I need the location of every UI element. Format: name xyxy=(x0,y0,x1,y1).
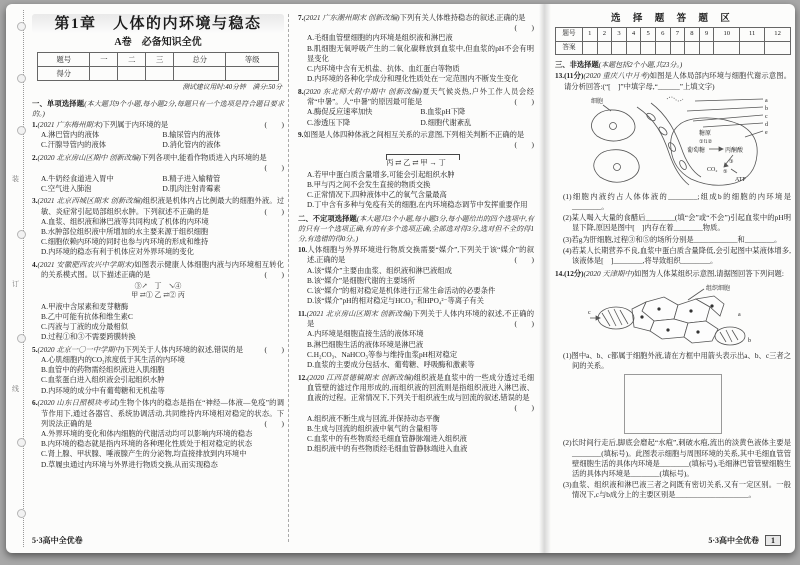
answer-cell-empty xyxy=(765,41,791,55)
section-title-text: 二、不定项选择题 xyxy=(298,213,357,223)
option-d: D.组织液中的有些物质经毛细血管静脉端进入血液 xyxy=(307,444,468,454)
option-b: B.生成与回流的组织液中氧气的含量相等 xyxy=(307,423,438,433)
diagram-label-e: e xyxy=(765,129,768,136)
question-points: (12分) xyxy=(564,268,584,278)
answer-bracket: ( ) xyxy=(514,403,534,413)
score-table xyxy=(37,52,279,81)
question-source: (2020 北京一〇一中学期中) xyxy=(37,344,125,354)
score-header-cell: 总分 xyxy=(174,53,226,67)
question-6 xyxy=(32,398,284,469)
option-d: D.血浆的主要成分包括水、葡萄糖、呼吸酶和激素等 xyxy=(307,360,475,369)
question-4-diagram xyxy=(93,282,223,300)
option-d: D.消化管内的液体 xyxy=(162,140,221,150)
answer-grid-num: 5 xyxy=(641,28,656,42)
question-3 xyxy=(32,196,284,257)
answer-cell-empty xyxy=(670,41,685,55)
binding-word-xian: 线 xyxy=(12,385,19,393)
question-2 xyxy=(32,153,284,194)
section-title-text: 一、单项选择题 xyxy=(32,98,85,108)
score-cell-empty xyxy=(118,67,146,81)
answer-cell-empty xyxy=(641,41,656,55)
column-separator xyxy=(288,14,289,542)
question-stem: 组织液是血浆中的一些成分透过毛细血管壁的滤过作用形成的,而组织液的回流则是指组织液进入淋巴液、血液的过程。正常情况下,下列关于组织液生成与回流的叙述,错误的是 xyxy=(307,372,535,403)
question-5 xyxy=(32,345,284,396)
answer-bracket: ( ) xyxy=(514,140,534,150)
question-13-part-4: (4)若某人长期营养不良,血浆中蛋白质含量降低,会引起图中某液体增多,该液体是[ ]________,将导致组织________。 xyxy=(563,245,791,266)
binding-hole xyxy=(17,74,26,83)
question-stem: 如图为人体某组织示意图,请据图回答下列问题: xyxy=(634,268,784,278)
option-a: A.牛奶经食道进入胃中 xyxy=(41,173,114,183)
section-1-title xyxy=(32,99,284,119)
options-row xyxy=(41,174,284,184)
answer-grid-num: 7 xyxy=(670,28,685,42)
answer-bracket: ( ) xyxy=(514,255,534,265)
option-c: C.空气进入肺泡 xyxy=(41,183,92,193)
answer-cell-empty xyxy=(714,41,740,55)
answer-area-title: 选 择 题 答 题 区 xyxy=(611,14,735,24)
section-note: (本大题共9个小题,每小题2分,每题只有一个选项是符合题目要求的。) xyxy=(32,99,284,118)
options-row xyxy=(307,107,534,117)
question-source: (2021 北京西城区期末 创新改编) xyxy=(37,196,143,206)
option-a: A.若甲中蛋白质含量增多,可能会引起组织水肿 xyxy=(307,169,455,179)
binding-dotted-line xyxy=(23,10,24,547)
exam-paper-sheet xyxy=(6,4,795,553)
question-14-part-3: (3)血浆、组织液和淋巴液三者之间既有密切关系,又有一定区别。一般情况下,c与b成分上的主要区别是____________________。 xyxy=(563,480,791,500)
question-number: 9. xyxy=(298,130,304,140)
diagram-text-atp: ATP xyxy=(735,176,746,183)
question-number: 13. xyxy=(555,71,565,81)
question-stem: 如图是人体局部内环境与细胞代谢示意图。请分析回答:(“[ ]”中填字母,“______”上填文字) xyxy=(564,71,792,91)
section-title-text: 三、非选择题 xyxy=(555,60,599,70)
section-note: (本大题共3个小题,每小题3分,每小题给出的四个选项中,有的只有一个选项正确,有的有多个选项正确,全部选对得3分,选对但不全的得1分,有选错的得0分。) xyxy=(298,214,534,244)
question-number: 7. xyxy=(298,13,304,22)
volume-title: A卷 必备知识全优 xyxy=(114,37,202,49)
page-number: 1 xyxy=(765,535,781,546)
question-number: 5. xyxy=(32,344,38,354)
binding-hole xyxy=(17,230,26,239)
option-d: D.丁中含有多种与免疫有关的细胞,在内环境稳态调节中发挥重要作用 xyxy=(307,200,528,210)
question-source: (2021 广东梅州期末) xyxy=(37,120,103,130)
answer-grid-num: 6 xyxy=(655,28,670,42)
option-d: D.内环境的各种化学成分和理化性质处在一定范围内不断发生变化 xyxy=(307,74,519,84)
option-a: A.酶促反应速率加快 xyxy=(307,107,373,117)
binding-word-ding: 订 xyxy=(12,280,19,288)
option-a: A.该“媒介”主要由血浆、组织液和淋巴液组成 xyxy=(307,265,452,275)
option-b: B.水肿部位组织液中所增加的水主要来源于组织细胞 xyxy=(41,227,209,237)
question-number: 6. xyxy=(32,398,38,408)
diagram-text-steps12: ①⇅② xyxy=(699,139,713,145)
footer-brand-right: 5·3高中全优卷 xyxy=(708,536,759,545)
option-d: D.细胞代谢紊乱 xyxy=(420,117,472,127)
question-stem: 下列关于人体内环境的叙述,不正确的是 xyxy=(307,308,534,329)
answer-grid-num: 12 xyxy=(765,28,791,42)
diagram-text-pyruvate: 丙酮酸 xyxy=(725,147,744,154)
question-13-part-3: (3)若g为肝细胞,过程③和⑤的场所分别是____________和________。 xyxy=(563,234,782,244)
option-b: B.甲与丙之间不会发生直接的物质交换 xyxy=(307,180,431,190)
options-row xyxy=(41,130,284,140)
page-gutter-shadow xyxy=(539,4,551,553)
option-c: C.正常情况下,四种液体中乙的氧气含量最高 xyxy=(307,190,447,200)
question-source: (2020 天津期中) xyxy=(583,268,635,278)
question-number: 12. xyxy=(298,372,308,382)
test-note: 测试建议用时:40分钟 满分:50分 xyxy=(182,84,282,92)
question-stem: 如图是人体四种体液之间相互关系的示意图,下列相关判断不正确的是 xyxy=(303,130,525,140)
question-stem: 如图表示健康人体细胞内液与内环境相互转化的关系模式图。以下描述正确的是 xyxy=(41,260,285,280)
answer-grid-num: 2 xyxy=(597,28,612,42)
question-stem: 下列各项中,能看作物质进入内环境的是 xyxy=(140,153,267,163)
diagram-bracket-line xyxy=(386,154,460,160)
footer-right xyxy=(708,535,781,546)
options-row xyxy=(41,140,284,150)
answer-cell-empty xyxy=(740,41,765,55)
score-header-cell: 等级 xyxy=(226,53,278,67)
question-source: (2021 广东潮州期末 创新改编) xyxy=(303,13,400,22)
option-c: C.渗透压下降 xyxy=(307,117,351,127)
question-4 xyxy=(32,260,284,342)
diagram-flow-text: 丙 ⇄ 乙 ⇄ 甲 → 丁 xyxy=(386,157,446,167)
answer-bracket: ( ) xyxy=(264,270,284,280)
question-stem: 夏天气候炎热,户外工作人员会经常“中暑”。人“中暑”的原因最可能是 xyxy=(307,86,534,107)
score-row-label: 得分 xyxy=(38,67,90,81)
option-a: A.淋巴管内的液体 xyxy=(41,130,100,140)
question-stem: 下列关于人体内环境的叙述,错误的是 xyxy=(124,344,244,354)
option-c: C.肾上腺、甲状腺、唾液腺产生的分泌物,均直接排放到内环境中 xyxy=(41,449,247,459)
binding-hole xyxy=(17,126,26,135)
answer-grid xyxy=(555,27,791,55)
question-1 xyxy=(32,120,284,151)
question-number: 11. xyxy=(298,308,307,318)
question-number: 1. xyxy=(32,120,38,130)
option-d: D.草履虫通过内环境与外界进行物质交换,从而实现稳态 xyxy=(41,459,218,469)
option-c: C.细胞依赖内环境的同时也参与内环境的形成和维持 xyxy=(41,237,209,247)
answer-grid-num: 9 xyxy=(699,28,714,42)
diagram-text-glucose: 葡萄糖 xyxy=(687,147,706,154)
question-7 xyxy=(298,13,534,84)
question-source: (2020 山东日照模块考试) xyxy=(37,398,120,408)
diagram-label-tissue-cell: 组织细胞 xyxy=(706,285,731,292)
diagram-label-a: a xyxy=(765,97,768,104)
question-14 xyxy=(555,269,791,501)
option-b: B.该“媒介”是细胞代谢的主要场所 xyxy=(307,275,416,285)
question-9-diagram xyxy=(356,153,476,168)
answer-grid-num: 11 xyxy=(740,28,765,42)
answer-bracket: ( ) xyxy=(264,418,284,428)
column-2 xyxy=(298,12,534,457)
option-d: D.肌肉注射青霉素 xyxy=(162,183,221,193)
answer-grid-num: 10 xyxy=(714,28,740,42)
option-a: A.毛细血管壁细胞的内环境是组织液和淋巴液 xyxy=(307,33,453,43)
diagram-text-step5: ⑤ xyxy=(723,169,728,175)
score-cell-empty xyxy=(146,67,174,81)
option-c: C.血浆蛋白进入组织液会引起组织水肿 xyxy=(41,375,165,385)
option-a: A.甲液中含尿素和麦芽糖酶 xyxy=(41,301,129,311)
question-stem: 下列有关人体维持稳态的叙述,正确的是 xyxy=(399,13,526,22)
option-b: B.肌细胞无氧呼吸产生的二氧化碳释放到血浆中,但血浆的pH不会有明显变化 xyxy=(307,43,534,63)
question-number: 4. xyxy=(32,260,38,270)
diagram-label-b: b xyxy=(748,337,751,344)
answer-bracket: ( ) xyxy=(264,163,284,173)
question-10 xyxy=(298,245,534,306)
options-row xyxy=(307,118,534,128)
diagram-bottom-row: 甲 ⇄① 乙 ⇄② 丙 xyxy=(131,290,185,299)
relationship-answer-box xyxy=(624,374,722,434)
answer-grid-num: 1 xyxy=(583,28,598,42)
question-source: (2021 安徽肥西农兴中学期末) xyxy=(37,260,134,270)
binding-word-zhuang: 装 xyxy=(12,175,19,183)
option-a: A.组织液不断生成与回流,并保持动态平衡 xyxy=(307,413,440,423)
option-b: B.血浆pH下降 xyxy=(420,107,466,117)
diagram-label-c: c xyxy=(765,113,768,120)
answer-cell-empty xyxy=(612,41,627,55)
answer-grid-num: 8 xyxy=(685,28,700,42)
question-source: (2020 江西景德镇期末 创新改编) xyxy=(307,372,414,382)
question-11 xyxy=(298,309,534,370)
question-stem: 组织液是机体内占比例最大的细胞外液。过敏、炎症常引起局部组织水肿。下列叙述不正确的是 xyxy=(41,196,284,216)
score-header-cell: 题号 xyxy=(38,53,90,67)
answer-grid-num: 4 xyxy=(626,28,641,42)
chapter-title: 第1章 人体的内环境与稳态 xyxy=(32,14,284,33)
question-stem: 生物个体内的稳态是指在“神经—体液—免疫”的调节作用下,通过各器官、系统协调活动,共同维持内环境相对稳定的状态。下列说法正确的是 xyxy=(41,398,284,428)
answer-bracket: ( ) xyxy=(514,319,534,329)
option-c: C.丙液与丁液的成分最相似 xyxy=(41,321,128,331)
binding-hole xyxy=(17,509,26,518)
option-b: B.输尿管内的液体 xyxy=(162,130,221,140)
option-b: B.内环境的稳态就是指内环境的各种理化性质处于相对稳定的状态 xyxy=(41,439,253,449)
binding-hole xyxy=(17,22,26,31)
score-cell-empty xyxy=(226,67,278,81)
question-stem: 下列属于内环境的是 xyxy=(102,120,169,130)
footer-brand-left: 5·3高中全优卷 xyxy=(32,536,83,545)
question-points: (11分) xyxy=(564,71,584,81)
option-d: D.内环境的稳态有利于机体应对外界环境的变化 xyxy=(41,247,195,257)
score-header-cell: 一 xyxy=(90,53,118,67)
option-c: C.H₂CO₃、NaHCO₃等参与维持血浆pH相对稳定 xyxy=(307,349,458,359)
score-header-cell: 二 xyxy=(118,53,146,67)
question-number: 8. xyxy=(298,86,304,96)
section-3-title xyxy=(555,60,791,70)
score-header-cell: 三 xyxy=(146,53,174,67)
answer-cell-empty xyxy=(583,41,598,55)
answer-cell-empty xyxy=(699,41,714,55)
option-a: A.内环境是细胞直接生活的液体环境 xyxy=(307,329,424,339)
diagram-text-step3: ③ xyxy=(729,159,734,165)
answer-grid-num: 3 xyxy=(612,28,627,42)
binding-hole xyxy=(17,334,26,343)
answer-bracket: ( ) xyxy=(264,344,284,354)
question-number: 3. xyxy=(32,196,38,206)
option-d: D.内环境的成分中有葡萄糖和无机盐等 xyxy=(41,385,165,395)
question-14-part-1: (1)图中a、b、c都属于细胞外液,请在方框中用箭头表示出a、b、c三者之间的关系。 xyxy=(563,350,791,371)
option-d: D.过程①和③不需要跨膜转换 xyxy=(41,332,136,342)
option-b: B.乙中可能有抗体和维生素C xyxy=(41,311,133,321)
column-3 xyxy=(555,12,791,503)
option-b: B.淋巴细胞生活的液体环境是淋巴液 xyxy=(307,339,424,349)
answer-cell-empty xyxy=(597,41,612,55)
binding-hole xyxy=(17,438,26,447)
question-14-part-2: (2)长时间行走后,脚底会磨起“水疱”,刺破水疱,流出的淡黄色液体主要是________(填标号)。此图表示细胞与周围环境的关系,其中毛细血管管壁细胞生活的具体内环境是________(填标号),毛细淋巴管管壁细胞生活的具体内环境是________(填标号)。 xyxy=(563,438,791,478)
answer-grid-label: 题号 xyxy=(556,28,583,42)
question-stem: 人体细胞与外界环境进行物质交换需要“媒介”,下列关于该“媒介”的叙述,正确的是 xyxy=(307,245,534,265)
question-source: (2020 重庆八中月考) xyxy=(583,71,650,81)
diagram-label-cell: 细胞 xyxy=(591,98,604,105)
column-1 xyxy=(32,12,284,472)
diagram-label-d: d xyxy=(765,121,768,128)
options-row xyxy=(41,184,284,194)
answer-cell-empty xyxy=(626,41,641,55)
question-source: (2020 北京房山区期中 创新改编) xyxy=(37,153,141,163)
option-b: B.精子进入输精管 xyxy=(162,173,221,183)
question-source: (2021 北京房山区期末 创新改编) xyxy=(306,308,413,318)
diagram-text-glycogen: 糖原 xyxy=(699,130,712,137)
question-9 xyxy=(298,130,534,210)
option-a: A.血浆、组织液和淋巴液等共同构成了机体的内环境 xyxy=(41,216,209,226)
option-c: C.汗腺导管内的液体 xyxy=(41,140,107,150)
diagram-label-a: a xyxy=(738,311,741,318)
diagram-label-b: b xyxy=(765,105,768,112)
answer-bracket: ( ) xyxy=(264,206,284,216)
option-c: C.血浆中的有些物质经毛细血管静脉端进入组织液 xyxy=(307,433,467,443)
question-number: 14. xyxy=(555,268,565,278)
option-c: C.内环境中含有无机盐、抗体、血红蛋白等物质 xyxy=(307,64,460,74)
answer-grid-label: 答案 xyxy=(556,41,583,55)
score-cell-empty xyxy=(90,67,118,81)
question-source: (2020 东北师大附中期中 创新改编) xyxy=(303,86,422,96)
answer-bracket: ( ) xyxy=(514,23,534,33)
option-d: D.该“媒介”pH的相对稳定与HCO₃⁻和HPO₄²⁻等离子有关 xyxy=(307,296,484,306)
diagram-top-row: ③↗ 丁 ↘④ xyxy=(134,281,182,290)
option-a: A.心肌细胞内的CO₂浓度低于其生活的内环境 xyxy=(41,355,185,365)
question-13 xyxy=(555,71,791,266)
diagram-text-co2: CO₂ xyxy=(707,166,718,173)
section-2-title xyxy=(298,214,534,245)
question-8 xyxy=(298,87,534,128)
option-b: B.血管中的药物需经组织液进入肌细胞 xyxy=(41,365,165,375)
option-c: C.该“媒介”的相对稳定是机体进行正常生命活动的必要条件 xyxy=(307,286,496,296)
diagram-label-c: c xyxy=(588,309,591,316)
answer-bracket: ( ) xyxy=(264,120,284,130)
question-12 xyxy=(298,373,534,455)
score-cell-empty xyxy=(174,67,226,81)
answer-cell-empty xyxy=(685,41,700,55)
answer-cell-empty xyxy=(655,41,670,55)
section-note: (本题包括2个小题,共23分。) xyxy=(598,61,683,70)
question-13-part-1: (1)细胞内液约占人体体液的________;组成b的细胞的内环境是________。 xyxy=(563,191,791,212)
question-number: 2. xyxy=(32,153,38,163)
option-a: A.外界环境的变化和体内细胞的代谢活动均可以影响内环境的稳态 xyxy=(41,429,253,438)
answer-bracket: ( ) xyxy=(514,97,534,107)
question-13-cell-diagram xyxy=(575,93,771,191)
question-13-part-2: (2)某人喝入大量的食醋后________(填“会”或“不会”)引起血浆中的pH明显下降,原因是图中[ ]内存在着________物质。 xyxy=(563,213,791,233)
question-number: 10. xyxy=(298,245,308,255)
question-14-tissue-diagram xyxy=(588,280,758,350)
